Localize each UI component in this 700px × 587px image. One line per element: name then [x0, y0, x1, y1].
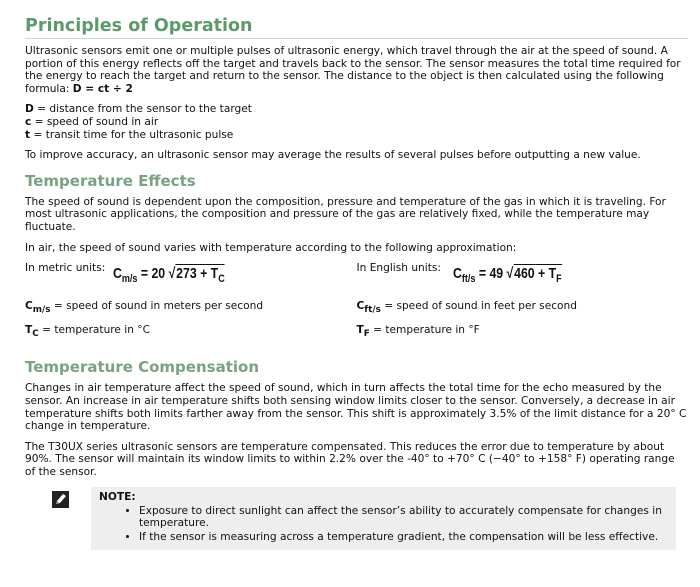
effects-paragraph-1: The speed of sound is dependent upon the composition, pressure and temperature of the gas in which it is traveling. For most ultrasonic applications, the composition and pressure of the gas are relatively fixed, while the temperature may fluctuate.	[25, 195, 666, 233]
compensation-paragraph-2: The T30UX series ultrasonic sensors are temperature compensated. This reduces the error due to temperature by about 90%. The sensor will maintain its window limits to within 2.2% over the -40° to +70° C (−40° to +158° F) operating range of the sensor.	[25, 440, 675, 478]
speed-formulas	[25, 262, 688, 348]
metric-var-temp: $T_C$ = temperature in °C	[25, 324, 151, 340]
definition-text: = speed of sound in air	[31, 115, 159, 128]
definition-symbol: t	[25, 128, 31, 141]
definition-text: = transit time for the ultrasonic pulse	[30, 128, 234, 141]
effects-paragraph-2: In air, the speed of sound varies with temperature according to the following approximation:	[25, 241, 517, 254]
english-label: In English units:	[356, 262, 441, 275]
metric-var-speed: $C_{m/s}$ = speed of sound in meters per second	[25, 300, 264, 316]
note-item: • Exposure to direct sunlight can affect the sensor’s ability to accurately compensate for changes in temperature.	[139, 505, 666, 530]
principles-heading: Principles of Operation	[25, 16, 688, 39]
metric-column	[25, 262, 357, 348]
english-var-temp: $T_F$ = temperature in °F	[356, 324, 480, 340]
principles-paragraph	[25, 45, 688, 95]
english-var-speed: $C_{ft/s}$ = speed of sound in feet per second	[356, 300, 577, 316]
effects-heading: Temperature Effects	[25, 171, 196, 190]
note-list	[99, 505, 666, 544]
note-callout	[25, 487, 688, 551]
metric-formula: $C_{m/s} = 20$ $√273 + T_C$	[113, 265, 225, 286]
principles-text: Ultrasonic sensors emit one or multiple pulses of ultrasonic energy, which travel through the air at the speed of sound. A portion of this energy reflects off the target and travels back to the sensor. The sensor measures the total time required for the energy to reach the target and return to the sensor. The distance to the object is then calculated using the following formula:	[25, 45, 681, 95]
definition-text: = distance from the sensor to the target	[33, 103, 252, 116]
english-formula: $C_{ft/s} = 49$ $√460 + T_F$	[452, 265, 562, 286]
definition-d	[25, 103, 688, 116]
english-column	[357, 262, 689, 348]
metric-label: In metric units:	[25, 262, 106, 275]
definition-symbol: c	[25, 115, 32, 128]
pencil-icon	[25, 487, 91, 551]
formula-definitions	[25, 103, 688, 141]
definition-t	[25, 129, 688, 142]
definition-symbol: D	[25, 103, 34, 116]
accuracy-paragraph: To improve accuracy, an ultrasonic sensor may average the results of several pulses before outputting a new value.	[25, 149, 641, 162]
note-title: NOTE:	[99, 490, 136, 503]
definition-c	[25, 116, 688, 129]
note-item: • If the sensor is measuring across a temperature gradient, the compensation will be less effective.	[139, 531, 666, 544]
distance-formula: D = ct ÷ 2	[72, 82, 133, 95]
note-box	[91, 487, 676, 551]
compensation-paragraph-1: Changes in air temperature affect the speed of sound, which in turn affects the total time for the echo measured by the sensor. An increase in air temperature shifts both sensing window limits closer to the sensor. Conversely, a decrease in air temperature shifts both limits farther away from the sensor. This shift is approximately 3.5% of the limit distance for a 20° C change in temperature.	[25, 382, 687, 433]
compensation-heading: Temperature Compensation	[25, 358, 259, 377]
